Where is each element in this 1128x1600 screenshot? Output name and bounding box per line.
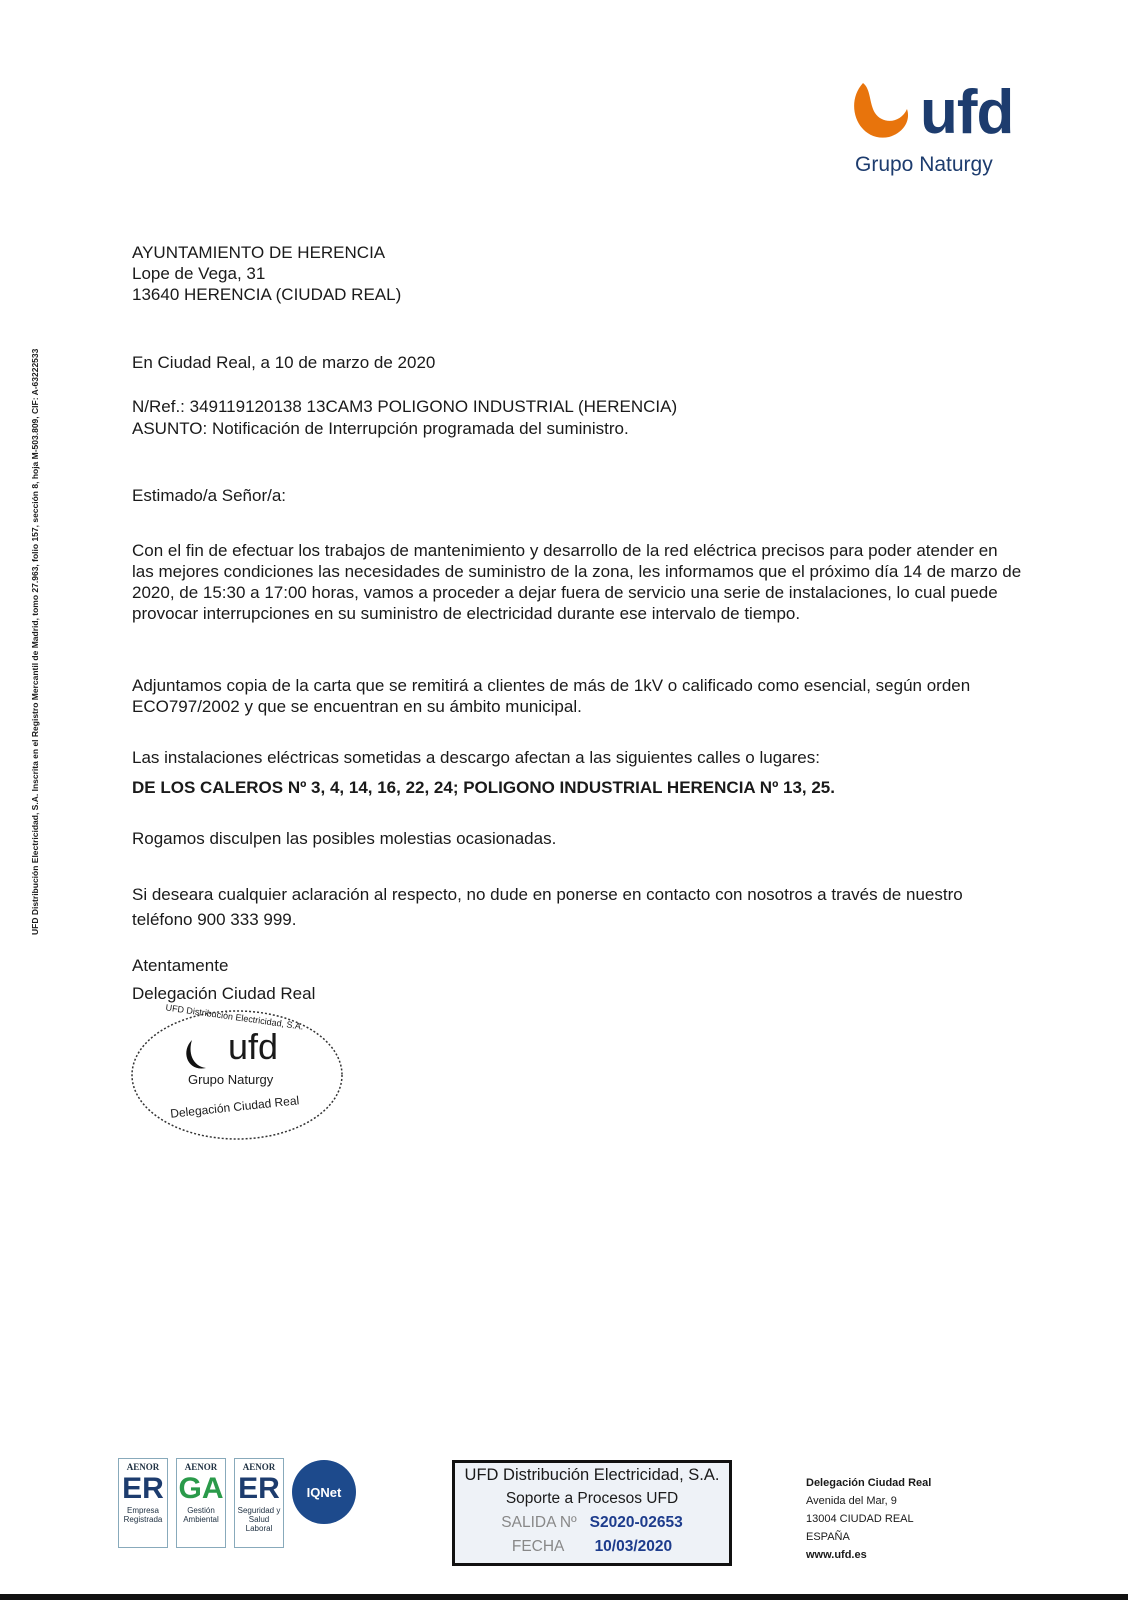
signature-dept: Delegación Ciudad Real bbox=[132, 984, 316, 1003]
greeting: Estimado/a Señor/a: bbox=[132, 486, 287, 505]
ufd-moon-icon bbox=[845, 75, 915, 145]
stamp-group: Grupo Naturgy bbox=[188, 1072, 274, 1087]
bottom-border bbox=[0, 1594, 1128, 1600]
cert-er-logo: AENOR ER Empresa Registrada bbox=[118, 1458, 168, 1548]
legal-side-text: UFD Distribución Electricidad, S.A. Inscrita en el Registro Mercantil de Madrid, tomo 27.963, folio 157, sección 8, hoja M-503.809, CIF: A-63222533 bbox=[30, 348, 40, 935]
body-paragraph: Con el fin de efectuar los trabajos de mantenimiento y desarrollo de la red eléctrica precisos para poder atender en las mejores condiciones las necesidades de suministro de la zona, les informamos que el próximo día 14 de marzo de 2020, de 15:30 a 17:00 horas, vamos a proceder a dejar fuera de servicio una serie de instalaciones, lo cual puede provocar interrupciones en su suministro de electricidad durante ese intervalo de tiempo. bbox=[132, 541, 1022, 623]
iqnet-logo: IQNet bbox=[292, 1460, 356, 1524]
cert-ga-logo: AENOR GA Gestión Ambiental bbox=[176, 1458, 226, 1548]
footer-address bbox=[806, 1474, 931, 1564]
address-city: 13004 CIUDAD REAL bbox=[806, 1513, 914, 1525]
website-link[interactable]: www.ufd.es bbox=[806, 1549, 867, 1561]
date-line: En Ciudad Real, a 10 de marzo de 2020 bbox=[132, 353, 436, 372]
fecha-value: 10/03/2020 bbox=[594, 1538, 673, 1555]
closing: Atentamente bbox=[132, 956, 229, 975]
address-country: ESPAÑA bbox=[806, 1531, 850, 1543]
affected-streets: DE LOS CALEROS Nº 3, 4, 14, 16, 22, 24; POLIGONO INDUSTRIAL HERENCIA Nº 13, 25. bbox=[132, 778, 835, 797]
body-paragraph: Adjuntamos copia de la carta que se remitirá a clientes de más de 1kV o calificado como esencial, según orden ECO797/2002 y que se encuentran en su ámbito municipal. bbox=[132, 676, 971, 716]
address-name: Delegación Ciudad Real bbox=[806, 1477, 932, 1489]
salida-number: S2020-02653 bbox=[589, 1514, 683, 1531]
stamp-top-text: UFD Distribución Electricidad, S.A. bbox=[164, 1002, 305, 1032]
body-paragraph: Rogamos disculpen las posibles molestias ocasionadas. bbox=[132, 829, 557, 848]
recipient-name: AYUNTAMIENTO DE HERENCIA bbox=[132, 243, 386, 262]
registry-company: UFD Distribución Electricidad, S.A. bbox=[464, 1466, 720, 1484]
recipient-street: Lope de Vega, 31 bbox=[132, 264, 266, 283]
ufd-logo bbox=[845, 75, 1015, 185]
company-stamp bbox=[130, 1002, 344, 1142]
logo-brand: ufd bbox=[920, 78, 1014, 147]
registry-stamp-box bbox=[452, 1460, 732, 1566]
stamp-bottom-text: Delegación Ciudad Real bbox=[169, 1093, 300, 1121]
stamp-brand: ufd bbox=[228, 1026, 279, 1067]
logo-group: Grupo Naturgy bbox=[855, 153, 993, 176]
recipient-city: 13640 HERENCIA (CIUDAD REAL) bbox=[132, 285, 402, 304]
contact-paragraph: Si deseara cualquier aclaración al respecto, no dude en ponerse en contacto con nosotros a través de nuestro teléfono 900 333 999. bbox=[132, 885, 963, 929]
reference: N/Ref.: 349119120138 13CAM3 POLIGONO INDUSTRIAL (HERENCIA) bbox=[132, 397, 678, 416]
address-street: Avenida del Mar, 9 bbox=[806, 1495, 897, 1507]
recipient-address bbox=[132, 242, 401, 305]
fecha-label: FECHA bbox=[511, 1538, 565, 1555]
cert-sst-logo: AENOR ER Seguridad y Salud Laboral bbox=[234, 1458, 284, 1548]
salida-label: SALIDA Nº bbox=[501, 1514, 577, 1531]
certification-logos bbox=[118, 1458, 356, 1548]
subject: ASUNTO: Notificación de Interrupción programada del suministro. bbox=[132, 419, 629, 438]
registry-dept: Soporte a Procesos UFD bbox=[505, 1490, 679, 1507]
body-paragraph: Las instalaciones eléctricas sometidas a descargo afectan a las siguientes calles o lugares: bbox=[132, 748, 820, 767]
